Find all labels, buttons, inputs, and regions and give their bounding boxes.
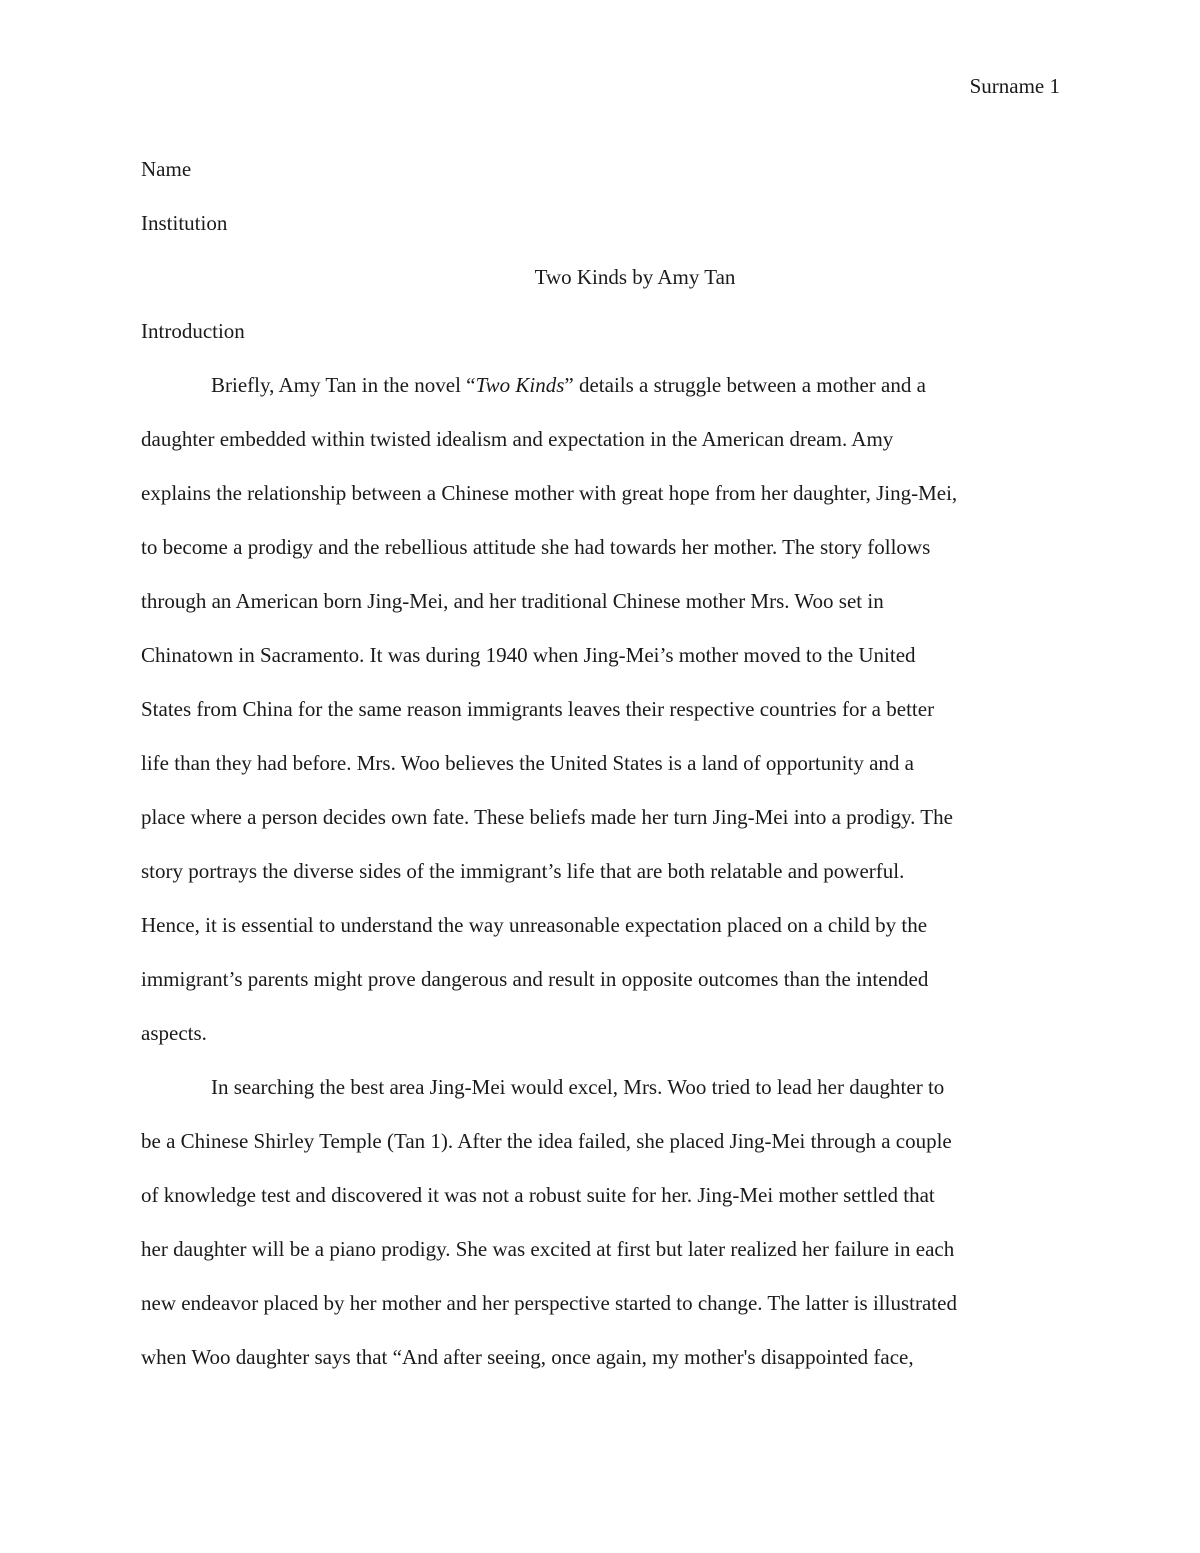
- paragraph-line: [141, 358, 1059, 412]
- paragraph-line: In searching the best area Jing-Mei would excel, Mrs. Woo tried to lead her daughter to: [211, 1075, 945, 1099]
- paragraph-line: be a Chinese Shirley Temple (Tan 1). After the idea failed, she placed Jing-Mei through a couple: [141, 1129, 952, 1153]
- book-title: Two Kinds: [475, 373, 565, 397]
- paragraph-line: of knowledge test and discovered it was not a robust suite for her. Jing-Mei mother settled that: [141, 1183, 935, 1207]
- section-heading: Introduction: [141, 319, 245, 343]
- paragraph-text: ” details a struggle between a mother and a: [564, 373, 926, 397]
- paragraph-line: States from China for the same reason immigrants leaves their respective countries for a better: [141, 697, 935, 721]
- paragraph-line: Hence, it is essential to understand the way unreasonable expectation placed on a child by the: [141, 913, 928, 937]
- document-body: [141, 142, 1059, 1384]
- paragraph-line: explains the relationship between a Chinese mother with great hope from her daughter, Jing-Mei,: [141, 481, 958, 505]
- paragraph-line: life than they had before. Mrs. Woo believes the United States is a land of opportunity and a: [141, 751, 914, 775]
- paragraph-line: through an American born Jing-Mei, and her traditional Chinese mother Mrs. Woo set in: [141, 589, 884, 613]
- paragraph-line: story portrays the diverse sides of the immigrant’s life that are both relatable and powerful.: [141, 859, 905, 883]
- running-head: Surname 1: [969, 74, 1060, 98]
- paragraph-line: place where a person decides own fate. These beliefs made her turn Jing-Mei into a prodigy. The: [141, 805, 953, 829]
- paragraph-line: aspects.: [141, 1021, 207, 1045]
- paragraph-text: Briefly, Amy Tan in the novel “: [211, 373, 476, 397]
- paragraph-line: her daughter will be a piano prodigy. She was excited at first but later realized her failure in each: [141, 1237, 955, 1261]
- paragraph-line: Chinatown in Sacramento. It was during 1940 when Jing-Mei’s mother moved to the United: [141, 643, 916, 667]
- paragraph-2: [141, 1060, 1059, 1384]
- paragraph-line: daughter embedded within twisted idealism and expectation in the American dream. Amy: [141, 427, 894, 451]
- paragraph-line: when Woo daughter says that “And after seeing, once again, my mother's disappointed face,: [141, 1345, 914, 1369]
- institution: Institution: [141, 211, 228, 235]
- document-title: Two Kinds by Amy Tan: [534, 265, 736, 289]
- paragraph-line: to become a prodigy and the rebellious attitude she had towards her mother. The story follows: [141, 535, 931, 559]
- paragraph-line: immigrant’s parents might prove dangerous and result in opposite outcomes than the intended: [141, 967, 929, 991]
- paragraph-1: [141, 358, 1059, 1060]
- paragraph-line: new endeavor placed by her mother and her perspective started to change. The latter is illustrated: [141, 1291, 957, 1315]
- author-name: Name: [141, 157, 192, 181]
